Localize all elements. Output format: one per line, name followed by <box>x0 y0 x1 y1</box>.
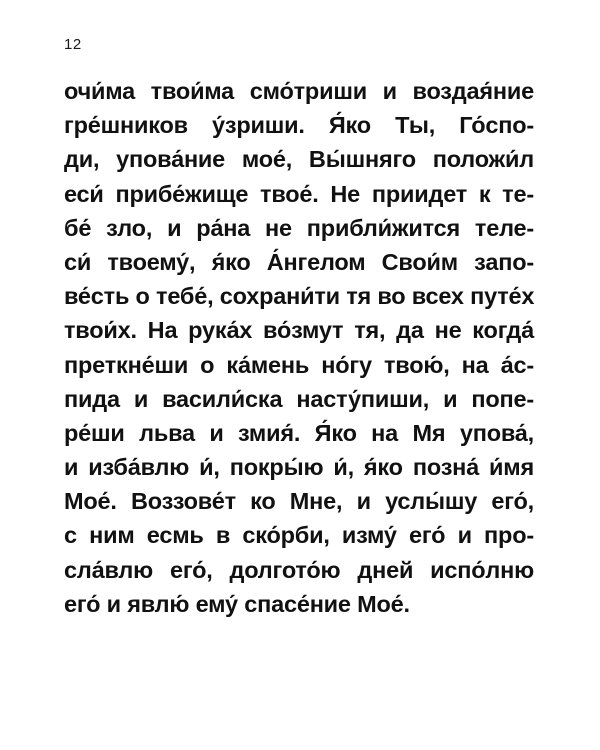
text-line: его́ и явлю́ ему́ спасе́ние Мое́. <box>64 590 410 617</box>
text-line: ре́ши льва и змия́. Я́ко на Мя упова́, <box>64 419 534 446</box>
text-line: твои́х. На рука́х во́змут тя, да не когда́ <box>64 317 534 344</box>
text-line: си́ твоему́, я́ко А́нгелом Свои́м запо- <box>64 248 534 275</box>
text-line: гре́шников у́зриши. Я́ко Ты, Го́спо- <box>64 112 534 139</box>
text-line: ди, упова́ние мое́, Вы́шняго положи́л <box>64 146 534 173</box>
text-line: и изба́влю и́, покры́ю и́, я́ко позна́ и́мя <box>64 454 534 481</box>
text-line: бе́ зло, и ра́на не прибли́жится теле- <box>64 214 534 241</box>
text-line: Мое́. Воззове́т ко Мне, и услы́шу его́, <box>64 488 534 515</box>
text-line: сла́влю его́, долгото́ю дней испо́лню <box>64 556 534 583</box>
text-line: пида и васили́ска насту́пиши, и попе- <box>64 385 534 412</box>
text-line: очи́ма твои́ма смо́триши и воздая́ние <box>64 78 534 104</box>
page-number: 12 <box>64 36 82 53</box>
text-line: с ним есмь в ско́рби, изму́ его́ и про- <box>64 522 534 549</box>
prayer-text <box>64 74 534 621</box>
text-line: еси́ прибе́жище твое́. Не приидет к те- <box>64 180 534 207</box>
text-line: преткне́ши о ка́мень но́гу твою́, на а́с- <box>64 351 534 378</box>
text-line: ве́сть о тебе́, сохрани́ти тя во всех путе́х <box>64 283 535 310</box>
